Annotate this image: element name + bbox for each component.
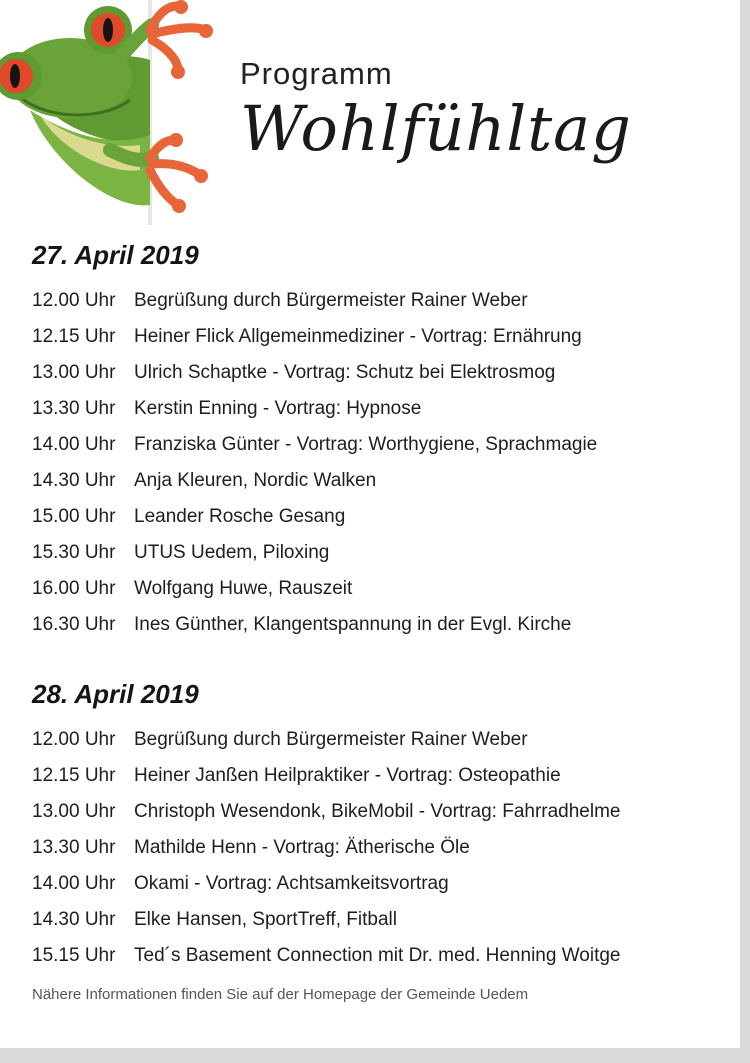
program-label: Programm	[240, 56, 393, 91]
description: Franziska Günter - Vortrag: Worthygiene, Sprachmagie	[134, 434, 598, 455]
schedule-row	[32, 319, 732, 355]
frog-illustration	[0, 0, 230, 225]
schedule-row	[32, 794, 732, 830]
schedule-row	[32, 283, 732, 319]
schedule-row	[32, 866, 732, 902]
description: Okami - Vortrag: Achtsamkeitsvortrag	[134, 873, 449, 894]
description: Anja Kleuren, Nordic Walken	[134, 470, 377, 491]
schedule-row	[32, 355, 732, 391]
schedule-row	[32, 391, 732, 427]
time: 16.30 Uhr	[32, 614, 116, 635]
time: 12.00 Uhr	[32, 729, 116, 750]
description: UTUS Uedem, Piloxing	[134, 542, 330, 563]
description: Ines Günther, Klangentspannung in der Evgl. Kirche	[134, 614, 572, 635]
schedule-row	[32, 902, 732, 938]
time: 14.30 Uhr	[32, 909, 116, 930]
schedule-day-2	[32, 722, 732, 974]
time: 12.15 Uhr	[32, 326, 116, 347]
time: 12.00 Uhr	[32, 290, 116, 311]
description: Ted´s Basement Connection mit Dr. med. Henning Woitge	[134, 945, 621, 966]
time: 14.30 Uhr	[32, 470, 116, 491]
schedule-row	[32, 499, 732, 535]
schedule-row	[32, 535, 732, 571]
time: 15.00 Uhr	[32, 506, 116, 527]
time: 13.30 Uhr	[32, 398, 116, 419]
time: 13.00 Uhr	[32, 362, 116, 383]
time: 13.00 Uhr	[32, 801, 116, 822]
schedule-row	[32, 830, 732, 866]
time: 12.15 Uhr	[32, 765, 116, 786]
footer-note: Nähere Informationen finden Sie auf der Homepage der Gemeinde Uedem	[32, 986, 529, 1003]
description: Heiner Janßen Heilpraktiker - Vortrag: Osteopathie	[134, 765, 561, 786]
description: Kerstin Enning - Vortrag: Hypnose	[134, 398, 422, 419]
schedule-row	[32, 427, 732, 463]
event-title: Wohlfühltag	[240, 92, 632, 165]
description: Mathilde Henn - Vortrag: Ätherische Öle	[134, 837, 470, 858]
schedule-row	[32, 722, 732, 758]
description: Heiner Flick Allgemeinmediziner - Vortrag: Ernährung	[134, 326, 582, 347]
time: 14.00 Uhr	[32, 434, 116, 455]
time: 15.15 Uhr	[32, 945, 116, 966]
description: Ulrich Schaptke - Vortrag: Schutz bei Elektrosmog	[134, 362, 556, 383]
description: Elke Hansen, SportTreff, Fitball	[134, 909, 397, 930]
description: Begrüßung durch Bürgermeister Rainer Weber	[134, 290, 528, 311]
day-heading-1: 27. April 2019	[32, 240, 199, 270]
schedule-day-1	[32, 283, 732, 643]
time: 13.30 Uhr	[32, 837, 116, 858]
time: 16.00 Uhr	[32, 578, 116, 599]
schedule-row	[32, 758, 732, 794]
time: 15.30 Uhr	[32, 542, 116, 563]
description: Wolfgang Huwe, Rauszeit	[134, 578, 353, 599]
schedule-row	[32, 463, 732, 499]
day-heading-2: 28. April 2019	[32, 679, 199, 709]
schedule-row	[32, 571, 732, 607]
description: Leander Rosche Gesang	[134, 506, 346, 527]
time: 14.00 Uhr	[32, 873, 116, 894]
description: Christoph Wesendonk, BikeMobil - Vortrag: Fahrradhelme	[134, 801, 621, 822]
schedule-row	[32, 938, 732, 974]
description: Begrüßung durch Bürgermeister Rainer Weber	[134, 729, 528, 750]
schedule-row	[32, 607, 732, 643]
